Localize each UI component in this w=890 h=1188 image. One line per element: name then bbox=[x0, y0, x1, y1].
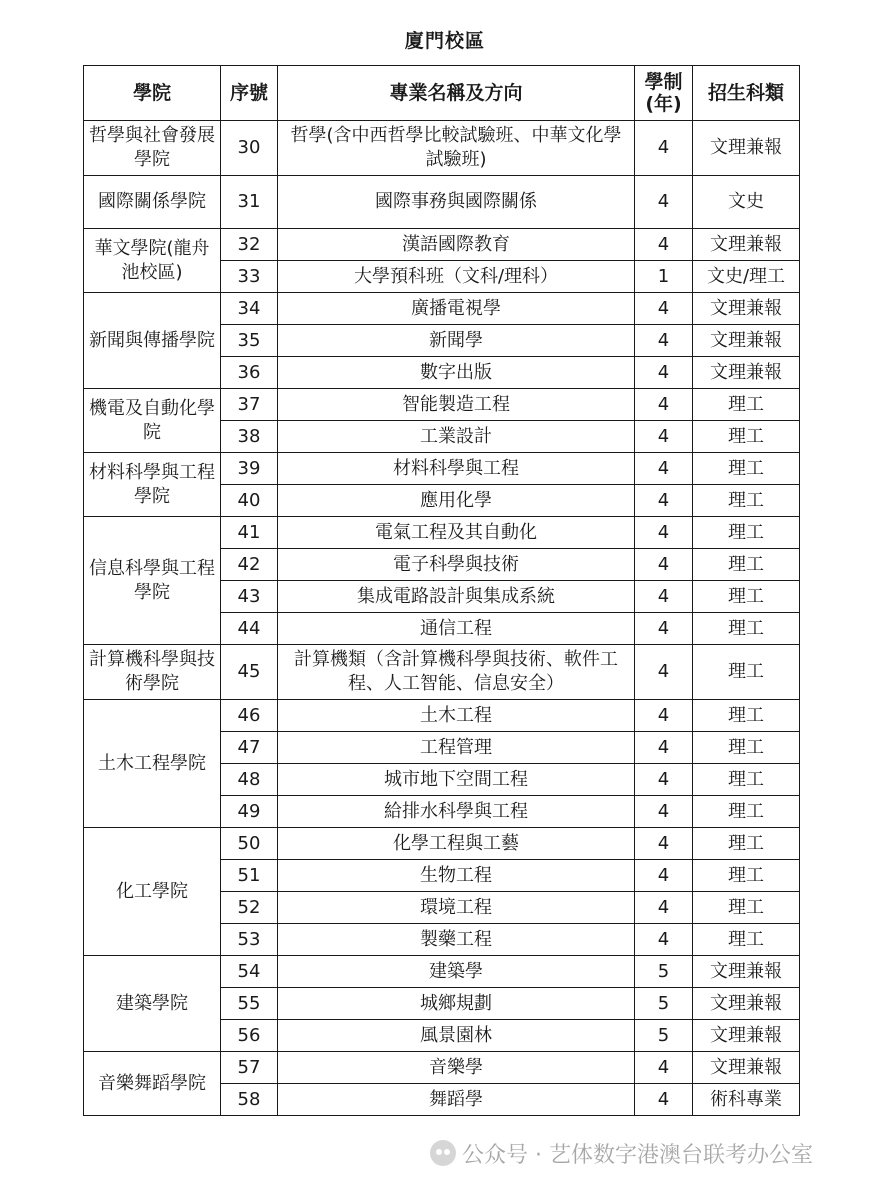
category-cell: 文理兼報 bbox=[693, 1052, 800, 1084]
number-cell: 57 bbox=[221, 1052, 278, 1084]
years-cell: 4 bbox=[635, 229, 693, 261]
college-cell: 建築學院 bbox=[84, 956, 221, 1052]
category-cell: 理工 bbox=[693, 796, 800, 828]
number-cell: 54 bbox=[221, 956, 278, 988]
number-cell: 51 bbox=[221, 860, 278, 892]
major-cell: 新聞學 bbox=[278, 325, 635, 357]
years-cell: 5 bbox=[635, 956, 693, 988]
major-cell: 集成電路設計與集成系統 bbox=[278, 581, 635, 613]
years-cell: 4 bbox=[635, 860, 693, 892]
category-cell: 理工 bbox=[693, 924, 800, 956]
watermark bbox=[430, 1138, 813, 1168]
category-cell: 理工 bbox=[693, 828, 800, 860]
college-cell: 國際關係學院 bbox=[84, 176, 221, 229]
number-cell: 46 bbox=[221, 700, 278, 732]
years-cell: 1 bbox=[635, 261, 693, 293]
category-cell: 理工 bbox=[693, 581, 800, 613]
document-title: 廈門校區 bbox=[404, 30, 485, 52]
category-cell: 理工 bbox=[693, 860, 800, 892]
major-cell: 數字出版 bbox=[278, 357, 635, 389]
category-cell: 文理兼報 bbox=[693, 121, 800, 176]
header-category: 招生科類 bbox=[693, 66, 800, 121]
college-cell: 機電及自動化學院 bbox=[84, 389, 221, 453]
years-cell: 4 bbox=[635, 1052, 693, 1084]
college-cell: 華文學院(龍舟池校區) bbox=[84, 229, 221, 293]
category-cell: 文理兼報 bbox=[693, 1020, 800, 1052]
table-row bbox=[84, 645, 800, 700]
number-cell: 50 bbox=[221, 828, 278, 860]
years-cell: 4 bbox=[635, 421, 693, 453]
number-cell: 44 bbox=[221, 613, 278, 645]
table-row bbox=[84, 1052, 800, 1084]
number-cell: 30 bbox=[221, 121, 278, 176]
category-cell: 理工 bbox=[693, 389, 800, 421]
category-cell: 術科專業 bbox=[693, 1084, 800, 1116]
major-cell: 製藥工程 bbox=[278, 924, 635, 956]
years-cell: 4 bbox=[635, 517, 693, 549]
years-cell: 4 bbox=[635, 325, 693, 357]
major-cell: 大學預科班（文科/理科） bbox=[278, 261, 635, 293]
major-cell: 電子科學與技術 bbox=[278, 549, 635, 581]
college-cell: 化工學院 bbox=[84, 828, 221, 956]
category-cell: 文史/理工 bbox=[693, 261, 800, 293]
category-cell: 文理兼報 bbox=[693, 293, 800, 325]
number-cell: 52 bbox=[221, 892, 278, 924]
major-cell: 廣播電視學 bbox=[278, 293, 635, 325]
years-cell: 4 bbox=[635, 645, 693, 700]
years-cell: 4 bbox=[635, 176, 693, 229]
number-cell: 33 bbox=[221, 261, 278, 293]
major-cell: 漢語國際教育 bbox=[278, 229, 635, 261]
category-cell: 理工 bbox=[693, 517, 800, 549]
years-cell: 4 bbox=[635, 1084, 693, 1116]
college-cell: 音樂舞蹈學院 bbox=[84, 1052, 221, 1116]
table-row bbox=[84, 700, 800, 732]
table-row bbox=[84, 121, 800, 176]
category-cell: 文史 bbox=[693, 176, 800, 229]
college-cell: 信息科學與工程學院 bbox=[84, 517, 221, 645]
table-body bbox=[84, 121, 800, 1116]
major-cell: 工業設計 bbox=[278, 421, 635, 453]
number-cell: 36 bbox=[221, 357, 278, 389]
major-cell: 哲學(含中西哲學比較試驗班、中華文化學試驗班) bbox=[278, 121, 635, 176]
number-cell: 31 bbox=[221, 176, 278, 229]
header-years-line2: (年) bbox=[645, 93, 682, 115]
header-college: 學院 bbox=[84, 66, 221, 121]
number-cell: 35 bbox=[221, 325, 278, 357]
years-cell: 4 bbox=[635, 764, 693, 796]
major-cell: 工程管理 bbox=[278, 732, 635, 764]
category-cell: 理工 bbox=[693, 645, 800, 700]
number-cell: 58 bbox=[221, 1084, 278, 1116]
category-cell: 文理兼報 bbox=[693, 357, 800, 389]
category-cell: 理工 bbox=[693, 613, 800, 645]
major-cell: 土木工程 bbox=[278, 700, 635, 732]
table-row bbox=[84, 453, 800, 485]
major-cell: 舞蹈學 bbox=[278, 1084, 635, 1116]
number-cell: 48 bbox=[221, 764, 278, 796]
college-cell: 計算機科學與技術學院 bbox=[84, 645, 221, 700]
table-row bbox=[84, 828, 800, 860]
category-cell: 理工 bbox=[693, 892, 800, 924]
number-cell: 32 bbox=[221, 229, 278, 261]
major-cell: 給排水科學與工程 bbox=[278, 796, 635, 828]
major-cell: 風景園林 bbox=[278, 1020, 635, 1052]
years-cell: 4 bbox=[635, 485, 693, 517]
major-cell: 建築學 bbox=[278, 956, 635, 988]
years-cell: 5 bbox=[635, 988, 693, 1020]
major-cell: 應用化學 bbox=[278, 485, 635, 517]
number-cell: 34 bbox=[221, 293, 278, 325]
category-cell: 理工 bbox=[693, 485, 800, 517]
number-cell: 49 bbox=[221, 796, 278, 828]
number-cell: 40 bbox=[221, 485, 278, 517]
table-row bbox=[84, 517, 800, 549]
years-cell: 4 bbox=[635, 293, 693, 325]
watermark-text: 公众号 · 艺体数字港澳台联考办公室 bbox=[462, 1142, 813, 1168]
years-cell: 4 bbox=[635, 453, 693, 485]
category-cell: 文理兼報 bbox=[693, 325, 800, 357]
years-cell: 4 bbox=[635, 389, 693, 421]
years-cell: 4 bbox=[635, 796, 693, 828]
major-cell: 通信工程 bbox=[278, 613, 635, 645]
number-cell: 41 bbox=[221, 517, 278, 549]
number-cell: 56 bbox=[221, 1020, 278, 1052]
number-cell: 42 bbox=[221, 549, 278, 581]
majors-table bbox=[83, 65, 800, 1116]
years-cell: 4 bbox=[635, 732, 693, 764]
header-years bbox=[635, 66, 693, 121]
years-cell: 4 bbox=[635, 613, 693, 645]
table-header-row bbox=[84, 66, 800, 121]
header-major: 專業名稱及方向 bbox=[278, 66, 635, 121]
college-cell: 土木工程學院 bbox=[84, 700, 221, 828]
years-cell: 4 bbox=[635, 357, 693, 389]
category-cell: 理工 bbox=[693, 549, 800, 581]
category-cell: 理工 bbox=[693, 700, 800, 732]
years-cell: 4 bbox=[635, 828, 693, 860]
number-cell: 53 bbox=[221, 924, 278, 956]
major-cell: 化學工程與工藝 bbox=[278, 828, 635, 860]
category-cell: 理工 bbox=[693, 732, 800, 764]
major-cell: 生物工程 bbox=[278, 860, 635, 892]
college-cell: 新聞與傳播學院 bbox=[84, 293, 221, 389]
major-cell: 音樂學 bbox=[278, 1052, 635, 1084]
category-cell: 文理兼報 bbox=[693, 988, 800, 1020]
header-number: 序號 bbox=[221, 66, 278, 121]
major-cell: 計算機類（含計算機科學與技術、軟件工程、人工智能、信息安全） bbox=[278, 645, 635, 700]
years-cell: 4 bbox=[635, 581, 693, 613]
number-cell: 37 bbox=[221, 389, 278, 421]
table-row bbox=[84, 229, 800, 261]
number-cell: 45 bbox=[221, 645, 278, 700]
number-cell: 47 bbox=[221, 732, 278, 764]
number-cell: 38 bbox=[221, 421, 278, 453]
major-cell: 城鄉規劃 bbox=[278, 988, 635, 1020]
table-row bbox=[84, 176, 800, 229]
years-cell: 4 bbox=[635, 549, 693, 581]
category-cell: 理工 bbox=[693, 421, 800, 453]
years-cell: 4 bbox=[635, 121, 693, 176]
years-cell: 4 bbox=[635, 924, 693, 956]
category-cell: 文理兼報 bbox=[693, 956, 800, 988]
number-cell: 55 bbox=[221, 988, 278, 1020]
category-cell: 理工 bbox=[693, 453, 800, 485]
college-cell: 哲學與社會發展學院 bbox=[84, 121, 221, 176]
years-cell: 4 bbox=[635, 700, 693, 732]
major-cell: 電氣工程及其自動化 bbox=[278, 517, 635, 549]
major-cell: 智能製造工程 bbox=[278, 389, 635, 421]
major-cell: 國際事務與國際關係 bbox=[278, 176, 635, 229]
wechat-icon bbox=[430, 1140, 456, 1166]
table-row bbox=[84, 389, 800, 421]
years-cell: 4 bbox=[635, 892, 693, 924]
years-cell: 5 bbox=[635, 1020, 693, 1052]
major-cell: 環境工程 bbox=[278, 892, 635, 924]
major-cell: 材料科學與工程 bbox=[278, 453, 635, 485]
number-cell: 39 bbox=[221, 453, 278, 485]
category-cell: 文理兼報 bbox=[693, 229, 800, 261]
table-row bbox=[84, 293, 800, 325]
major-cell: 城市地下空間工程 bbox=[278, 764, 635, 796]
table-row bbox=[84, 956, 800, 988]
number-cell: 43 bbox=[221, 581, 278, 613]
category-cell: 理工 bbox=[693, 764, 800, 796]
header-years-line1: 學制 bbox=[644, 71, 683, 93]
college-cell: 材料科學與工程學院 bbox=[84, 453, 221, 517]
